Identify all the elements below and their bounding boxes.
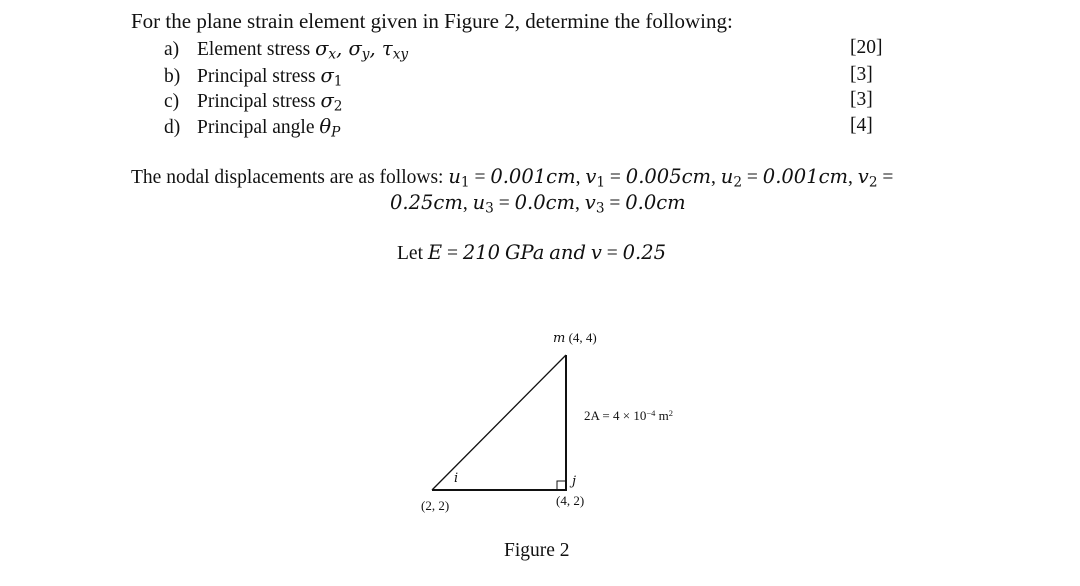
properties-joiner: and [549, 241, 586, 264]
u2-value: 0.001cm [762, 165, 849, 188]
question-d-label: d) [164, 117, 181, 138]
e-unit: GPa [504, 241, 545, 264]
question-c-label: c) [164, 91, 180, 112]
displacements-line-1: The nodal displacements are as follows: $u_1 = 0.001cm$, $v_1 = 0.005cm$, $u_2 = 0.001cm$, $v_2$ = [131, 165, 894, 191]
question-a-math: $\sigma_x$, $\sigma_y$, $\tau_{xy}$ [315, 37, 409, 63]
question-c-text: Principal stress [197, 91, 321, 112]
properties-lead: Let [397, 243, 428, 264]
right-angle-marker [557, 481, 566, 490]
u3-value: 0.0cm [514, 191, 576, 214]
area-label: $2A = 4 \times 10^{-4}$ $m^2$ [584, 408, 673, 424]
displacements-line-2: 0.25cm, $u_3 = 0.0cm$, $v_3 = 0.0cm$ [390, 191, 686, 217]
node-j-label: j [572, 474, 577, 489]
figure-caption: Figure 2 [504, 540, 570, 561]
u1-value: 0.001cm [490, 165, 576, 188]
node-i-label: i [454, 471, 459, 486]
e-value: 210 [462, 241, 501, 264]
question-d-math: $\theta_P$ [319, 115, 341, 141]
node-m-label: m (4, 4) [553, 330, 597, 346]
question-b-math: $\sigma_1$ [320, 64, 343, 90]
question-a-text: Element stress [197, 39, 316, 60]
nu-value: 0.25 [622, 241, 667, 264]
question-c-math: $\sigma_2$ [320, 89, 343, 115]
v3-value: 0.0cm [625, 191, 686, 214]
question-b-text: Principal stress [197, 66, 321, 87]
question-a-marks: [20] [850, 37, 883, 58]
v1-value: 0.005cm [625, 165, 712, 188]
question-b-label: b) [164, 66, 181, 87]
v2-value: 0.25cm [390, 191, 463, 214]
displacements-lead: The nodal displacements are as follows: [131, 167, 449, 188]
question-d-marks: [4] [850, 115, 873, 136]
question-b-marks: [3] [850, 64, 873, 85]
triangle-hypotenuse [432, 355, 566, 490]
node-j-coords: (4, 2) [556, 493, 585, 508]
question-c-marks: [3] [850, 89, 873, 110]
question-a-label: a) [164, 39, 180, 60]
node-i-coords: (2, 2) [421, 498, 450, 513]
question-d-text: Principal angle [197, 117, 320, 138]
problem-statement: For the plane strain element given in Figure 2, determine the following: [131, 9, 733, 33]
material-properties: Let E = 210 GPa and v = 0.25 [397, 241, 667, 264]
